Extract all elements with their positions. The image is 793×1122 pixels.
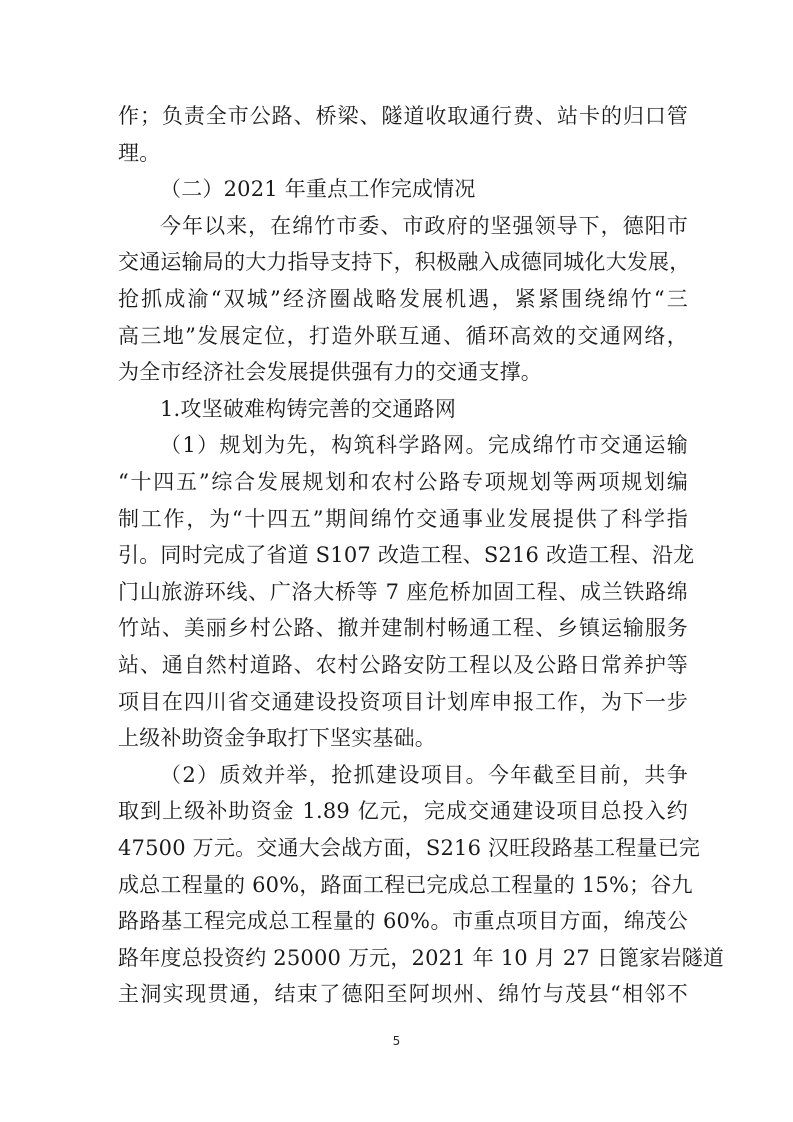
paragraph-line: 成总工程量的 60%，路面工程已完成总工程量的 15%；谷九	[118, 873, 693, 897]
paragraph-line: 路年度总投资约 25000 万元，2021 年 10 月 27 日篦家岩隧道	[118, 946, 725, 970]
paragraph-line: 制工作，为“十四五”期间绵竹交通事业发展提供了科学指	[118, 507, 688, 531]
paragraph-line: 取到上级补助资金 1.89 亿元，完成交通建设项目总投入约	[118, 799, 688, 823]
paragraph-line: 抢抓成渝“双城”经济圈战略发展机遇，紧紧围绕绵竹“三	[118, 287, 688, 311]
paragraph-line: 作；负责全市公路、桥梁、隧道收取通行费、站卡的归口管	[118, 104, 688, 128]
paragraph-line: 上级补助资金争取打下坚实基础。	[118, 726, 436, 750]
paragraph-line: 门山旅游环线、广洛大桥等 7 座危桥加固工程、成兰铁路绵	[118, 580, 688, 604]
page-number: 5	[392, 1034, 401, 1048]
paragraph-line: 交通运输局的大力指导支持下，积极融入成德同城化大发展，	[118, 250, 691, 274]
section-heading: （二）2021 年重点工作完成情况	[160, 177, 476, 201]
paragraph-line: （1）规划为先，构筑科学路网。完成绵竹市交通运输	[160, 433, 688, 457]
paragraph-line: 主洞实现贯通，结束了德阳至阿坝州、绵竹与茂县“相邻不	[118, 982, 688, 1006]
paragraph-line: 今年以来，在绵竹市委、市政府的坚强领导下，德阳市	[160, 214, 688, 238]
subsection-heading: 1.攻坚破难构铸完善的交通路网	[160, 397, 457, 421]
paragraph-line: 理。	[118, 141, 161, 165]
paragraph-line: “十四五”综合发展规划和农村公路专项规划等两项规划编	[118, 470, 688, 494]
paragraph-line: 47500 万元。交通大会战方面，S216 汉旺段路基工程量已完	[118, 836, 701, 860]
paragraph-line: 站、通自然村道路、农村公路安防工程以及公路日常养护等	[118, 653, 688, 677]
paragraph-line: 项目在四川省交通建设投资项目计划库申报工作，为下一步	[118, 690, 688, 714]
paragraph-line: 高三地”发展定位，打造外联互通、循环高效的交通网络，	[118, 324, 688, 348]
paragraph-line: （2）质效并举，抢抓建设项目。今年截至目前，共争	[160, 763, 688, 787]
paragraph-line: 为全市经济社会发展提供强有力的交通支撑。	[118, 360, 542, 384]
paragraph-line: 路路基工程完成总工程量的 60%。市重点项目方面，绵茂公	[118, 909, 688, 933]
paragraph-line: 竹站、美丽乡村公路、撤并建制村畅通工程、乡镇运输服务	[118, 616, 688, 640]
paragraph-line: 引。同时完成了省道 S107 改造工程、S216 改造工程、沿龙	[118, 543, 695, 567]
